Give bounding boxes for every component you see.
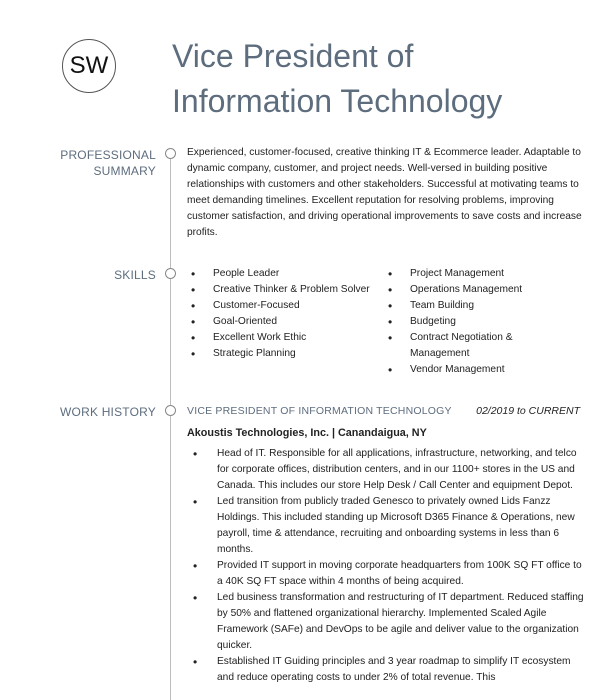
skill-item: • People Leader: [187, 266, 383, 282]
duty-item: • Led business transformation and restructuring of IT department. Reduced staffing by 50% and flattened organizational hierarchy. Implemented Scaled Agile Framework (SAFe) and DevOps to be agile and deliver value to the organization quicker.: [187, 590, 587, 654]
skill-item: • Team Building: [384, 298, 559, 314]
skill-item: • Project Management: [384, 266, 559, 282]
skills-list-right: [384, 266, 559, 378]
timeline-dot-work: [165, 405, 176, 416]
timeline-dot-skills: [165, 268, 176, 279]
skill-item: • Creative Thinker & Problem Solver: [187, 282, 383, 298]
duty-item: • Head of IT. Responsible for all applications, infrastructure, networking, and telco for corporate offices, distribution centers, and in our 1100+ stores in the US and Canada. This includes our store Help Desk / Call Center and equipment Depot.: [187, 446, 587, 494]
monogram-initials: SW: [69, 52, 109, 79]
job-title: VICE PRESIDENT OF INFORMATION TECHNOLOGY: [187, 405, 452, 417]
summary-label-line-1: PROFESSIONAL: [60, 148, 156, 162]
section-label-summary: [60, 147, 156, 179]
title-line-2: Information Technology: [172, 83, 503, 119]
skills-list-left: [187, 266, 383, 362]
timeline-line: [170, 152, 171, 700]
monogram-avatar: [62, 39, 116, 93]
duty-item: • Provided IT support in moving corporate headquarters from 100K SQ FT office to a 40K SQ FT space within 4 months of being acquired.: [187, 558, 587, 590]
skill-item: • Customer-Focused: [187, 298, 383, 314]
summary-text: Experienced, customer-focused, creative thinking IT & Ecommerce leader. Adaptable to dynamic company, customer, and project needs. Well-versed in building positive relationships with customers and other stakeholders. Successful at motivating teams to meet demanding timelines. Excellent reputation for resolving problems, improving customer satisfaction, and driving operational improvements to save costs and increase profits.: [187, 147, 582, 238]
skill-item: • Operations Management: [384, 282, 559, 298]
skill-item: • Budgeting: [384, 314, 559, 330]
duty-item: • Led transition from publicly traded Genesco to privately owned Lids Fanzz Holdings. This included standing up Microsoft D365 Finance & Operations, new payroll, time & attendance, recruiting and onboarding systems in less than 6 months.: [187, 494, 587, 558]
skill-item: • Excellent Work Ethic: [187, 330, 383, 346]
section-label-skills: SKILLS: [114, 268, 156, 282]
timeline-dot-summary: [165, 148, 176, 159]
skill-item: • Vendor Management: [384, 362, 559, 378]
resume-title: [172, 34, 592, 124]
job-duties-list: [187, 446, 587, 686]
duty-item: • Established IT Guiding principles and 3 year roadmap to simplify IT ecosystem and reduce operating costs to under 2% of total revenue. This: [187, 654, 587, 686]
company-name: Akoustis Technologies, Inc. | Canandaigua, NY: [187, 427, 427, 439]
summary-label-line-2: SUMMARY: [93, 164, 156, 178]
skill-item: • Contract Negotiation & Management: [384, 330, 526, 362]
job-dates: 02/2019 to CURRENT: [476, 405, 580, 417]
section-label-work-history: WORK HISTORY: [60, 405, 156, 419]
skill-item: • Strategic Planning: [187, 346, 383, 362]
title-line-1: Vice President of: [172, 38, 414, 74]
skill-item: • Goal-Oriented: [187, 314, 383, 330]
